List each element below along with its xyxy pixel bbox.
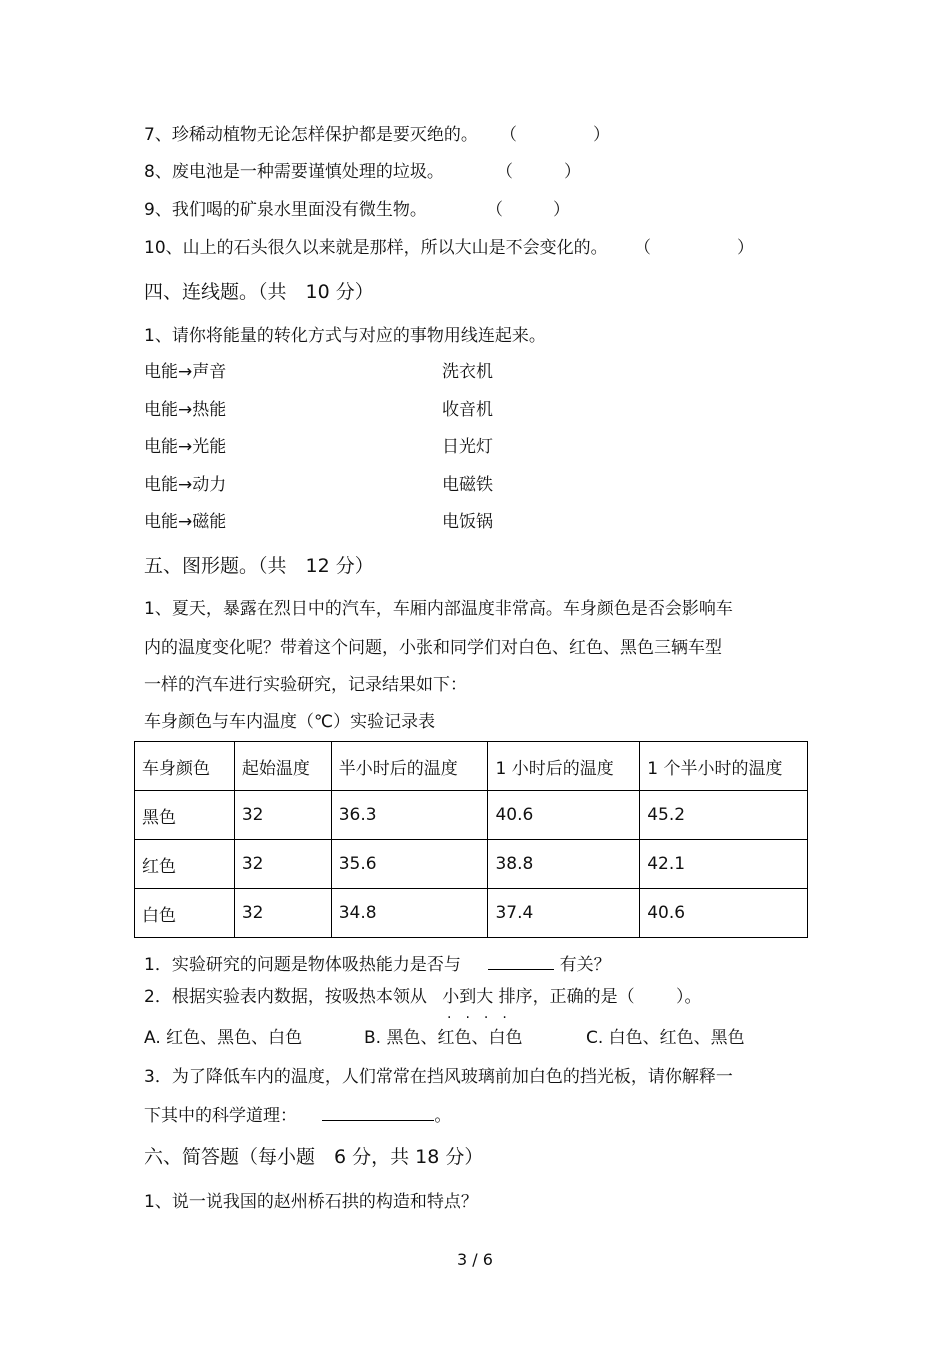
table-cell: 32 [234,840,331,889]
table-header-cell: 半小时后的温度 [331,742,488,791]
table-cell: 45.2 [640,791,808,840]
table-cell: 42.1 [640,840,808,889]
option-c: C. 白色、红色、黑色 [586,1028,745,1048]
question-text: 一样的汽车进行实验研究，记录结果如下： [144,675,467,695]
judge-question-9: 9、我们喝的矿泉水里面没有微生物。 [144,200,427,220]
judge-question-7: 7、珍稀动植物无论怎样保护都是要灭绝的。 [144,125,478,145]
match-left-item: 电能→动力 [144,475,227,495]
question-text: 1、说一说我国的赵州桥石拱的构造和特点？ [144,1192,478,1212]
question-text: 1、夏天，暴露在烈日中的汽车，车厢内部温度非常高。车身颜色是否会影响车 [144,599,733,619]
sub-question-text: 有关？ [559,955,611,975]
option-a: A. 红色、黑色、白色 [144,1028,303,1048]
answer-paren-close: ） [737,238,754,258]
table-row [135,840,808,889]
table-cell: 36.3 [331,791,488,840]
sub-question-text: 2．根据实验表内数据，按吸热本领从 [144,987,427,1007]
judge-question-8: 8、废电池是一种需要谨慎处理的垃圾。 [144,162,444,182]
table-cell: 红色 [135,840,235,889]
table-cell: 40.6 [640,889,808,938]
page-number: 3 / 6 [457,1250,493,1269]
answer-paren-open: （ [634,238,651,258]
match-right-item: 收音机 [442,400,493,420]
fill-blank [322,1103,434,1121]
section-title: 五、图形题。（共 12 分） [144,555,374,577]
answer-paren-open: （ [496,162,513,182]
table-header-cell: 1 小时后的温度 [488,742,640,791]
match-left-item: 电能→热能 [144,400,227,420]
sub-question-text: 1．实验研究的问题是物体吸热能力是否与 [144,955,461,975]
sub-question-text: 。 [434,1106,452,1126]
table-cell: 白色 [135,889,235,938]
table-row [135,791,808,840]
table-header-cell: 1 个半小时的温度 [640,742,808,791]
judge-question-10: 10、山上的石头很久以来就是那样，所以大山是不会变化的。 [144,238,608,258]
match-right-item: 电磁铁 [442,475,493,495]
sub-question-text: 排序，正确的是（ [498,987,635,1007]
table-header-row [135,742,808,791]
option-b: B. 黑色、红色、白色 [364,1028,523,1048]
table-row [135,889,808,938]
experiment-record-table [134,741,808,938]
table-cell: 40.6 [488,791,640,840]
answer-paren-open: （ [486,200,503,220]
match-right-item: 洗衣机 [442,362,493,382]
sub-question-1 [144,952,611,976]
match-left-item: 电能→声音 [144,362,227,382]
sub-question-3: 3．为了降低车内的温度，人们常常在挡风玻璃前加白色的挡光板，请你解释一 [144,1067,733,1087]
answer-paren-close: ） [564,162,581,182]
table-cell: 35.6 [331,840,488,889]
fill-blank [488,952,554,970]
emphasis-text: 小到大 [442,987,494,1007]
table-header-cell: 车身颜色 [135,742,235,791]
answer-paren-close: ） [593,125,610,145]
question-text: 内的温度变化呢？带着这个问题，小张和同学们对白色、红色、黑色三辆车型 [144,638,722,658]
table-cell: 32 [234,889,331,938]
match-left-item: 电能→磁能 [144,512,227,532]
match-right-item: 日光灯 [442,437,493,457]
answer-paren-open: （ [500,125,517,145]
table-cell: 38.8 [488,840,640,889]
sub-question-3-cont [144,1103,451,1127]
match-left-item: 电能→光能 [144,437,227,457]
table-header-cell: 起始温度 [234,742,331,791]
table-cell: 37.4 [488,889,640,938]
sub-question-2 [144,986,702,1008]
table-cell: 32 [234,791,331,840]
table-caption: 车身颜色与车内温度（℃）实验记录表 [144,712,436,732]
question-text: 1、请你将能量的转化方式与对应的事物用线连起来。 [144,326,546,346]
sub-question-text: 下其中的科学道理： [144,1106,297,1126]
answer-paren-close: ） [553,200,570,220]
table-cell: 34.8 [331,889,488,938]
section-title: 四、连线题。（共 10 分） [144,281,374,303]
section-title: 六、简答题（每小题 6 分，共 18 分） [144,1146,484,1168]
emphasis-dots: ···· [447,1010,521,1026]
sub-question-text: ）。 [676,987,702,1007]
table-cell: 黑色 [135,791,235,840]
match-right-item: 电饭锅 [442,512,493,532]
